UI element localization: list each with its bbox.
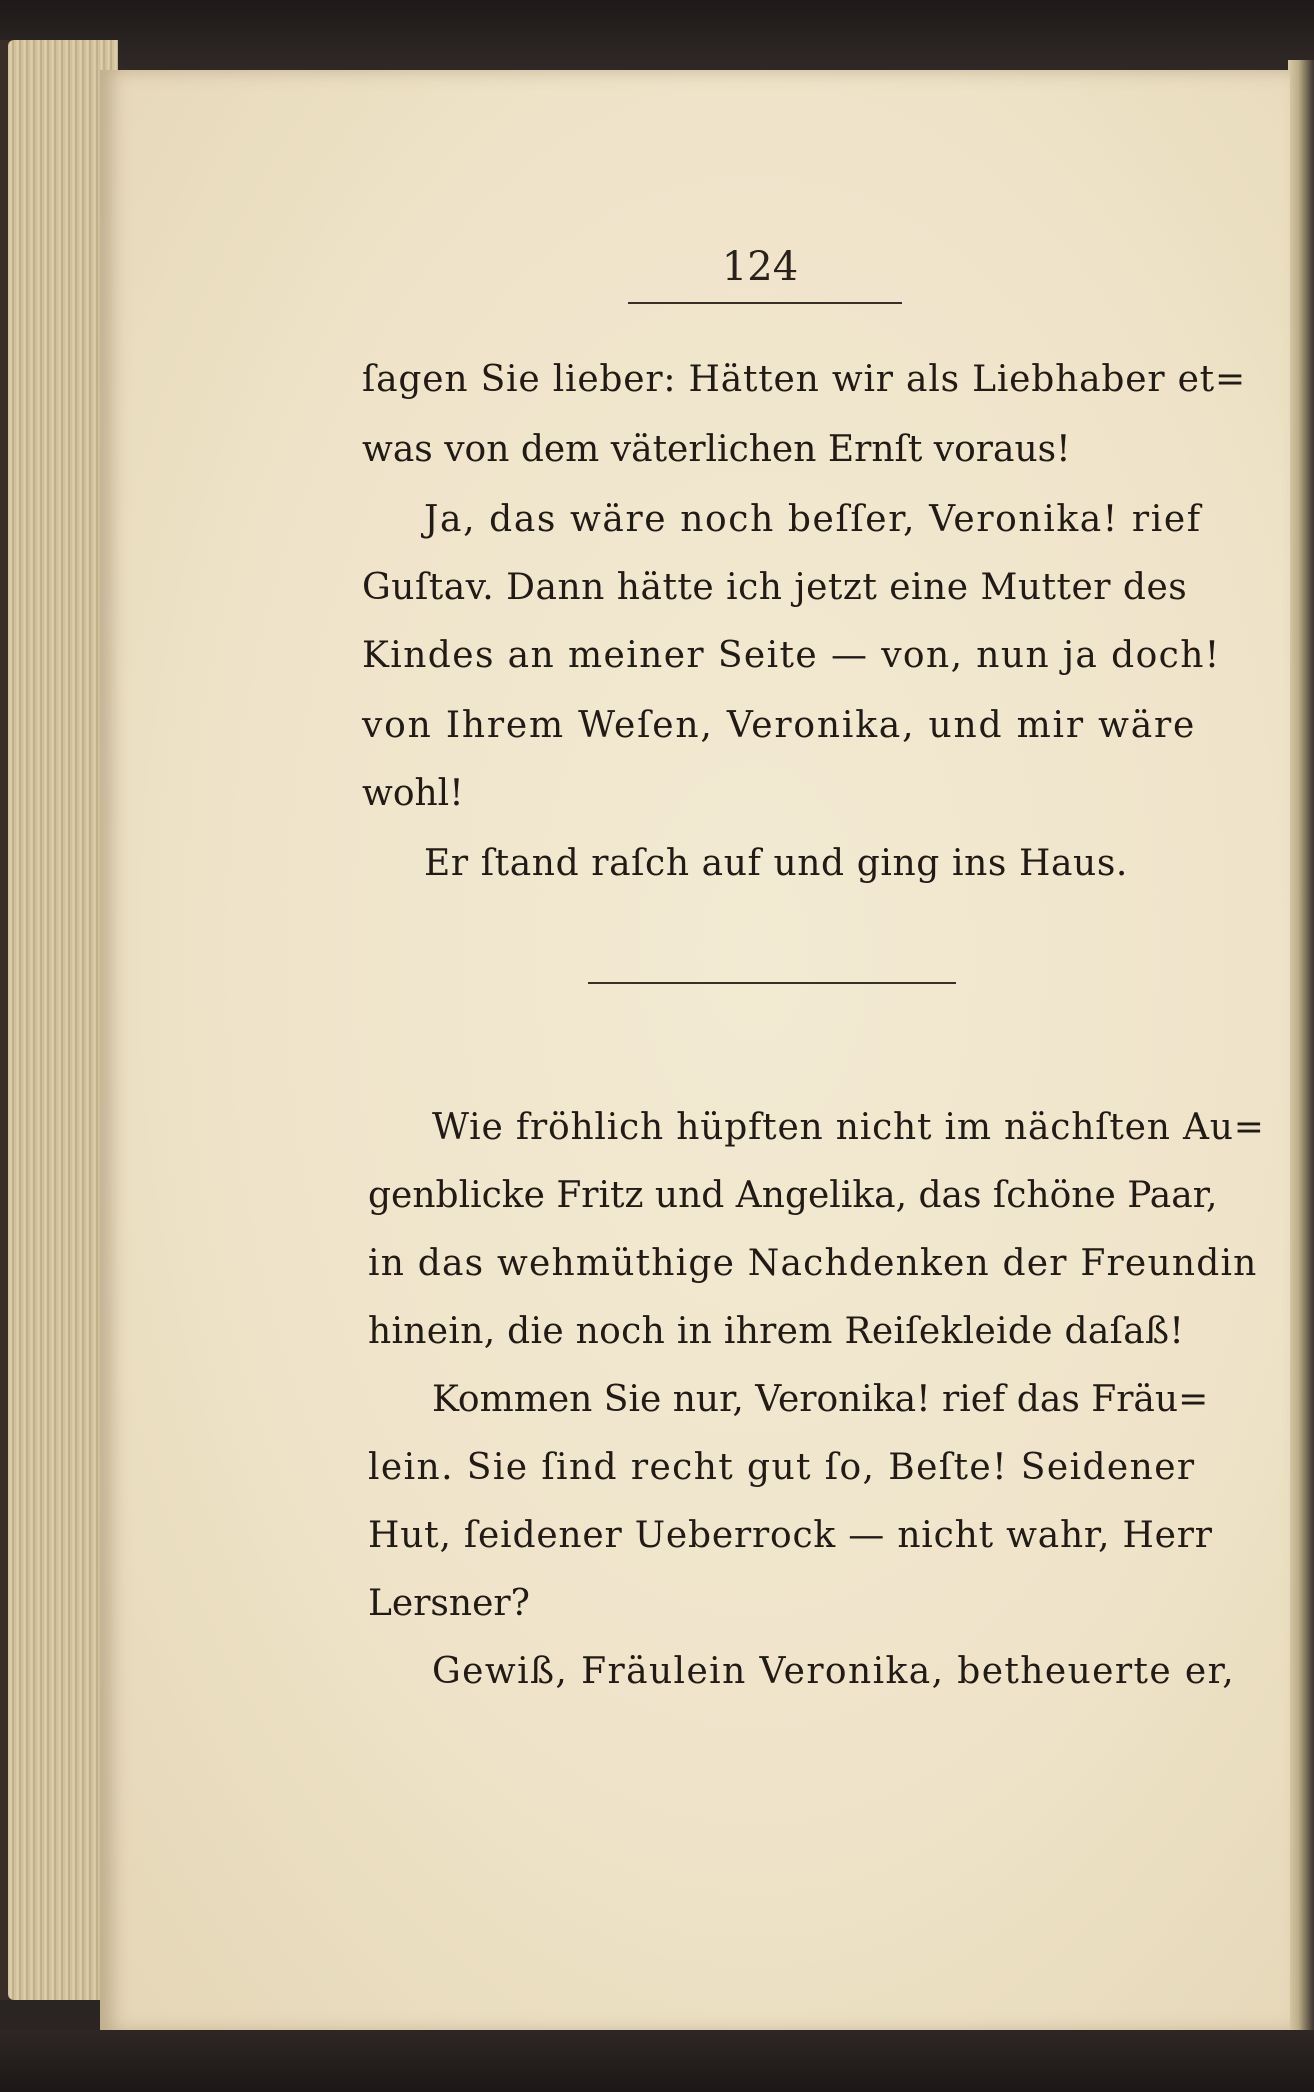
text-line: Hut, ſeidener Ueberrock — nicht wahr, Herr: [368, 1515, 1213, 1556]
text-line: wohl!: [362, 773, 464, 814]
text-line: ſagen Sie lieber: Hätten wir als Liebhaber et=: [362, 359, 1246, 400]
text-line: genblicke Fritz und Angelika, das ſchöne Paar,: [368, 1175, 1218, 1216]
text-line: von Ihrem Weſen, Veronika, und mir wäre: [362, 705, 1197, 746]
text-line: Guſtav. Dann hätte ich jetzt eine Mutter des: [362, 567, 1188, 608]
text-line: Kindes an meiner Seite — von, nun ja doch!: [362, 635, 1221, 676]
book-binding-top: [0, 0, 1314, 70]
text-line: in das wehmüthige Nachdenken der Freundin: [368, 1243, 1258, 1284]
text-line: Gewiß, Fräulein Veronika, betheuerte er,: [432, 1651, 1236, 1692]
text-line: Er ſtand raſch auf und ging ins Haus.: [424, 843, 1128, 884]
header-rule: [628, 302, 902, 304]
section-divider: [588, 982, 956, 984]
text-line: Kommen Sie nur, Veronika! rief das Fräu=: [432, 1379, 1209, 1420]
text-line: was von dem väterlichen Ernſt voraus!: [362, 429, 1071, 470]
text-line: Lersner?: [368, 1583, 530, 1624]
text-line: hinein, die noch in ihrem Reiſekleide daſaß!: [368, 1311, 1185, 1352]
page-number: 124: [721, 244, 799, 290]
page-right-edge: [1288, 60, 1314, 2040]
book-binding-bottom: [0, 2030, 1314, 2092]
text-line: Ja, das wäre noch beſſer, Veronika! rief: [424, 499, 1202, 540]
text-line: lein. Sie ſind recht gut ſo, Beſte! Seidener: [368, 1447, 1196, 1488]
text-line: Wie fröhlich hüpften nicht im nächſten Au=: [432, 1107, 1265, 1148]
